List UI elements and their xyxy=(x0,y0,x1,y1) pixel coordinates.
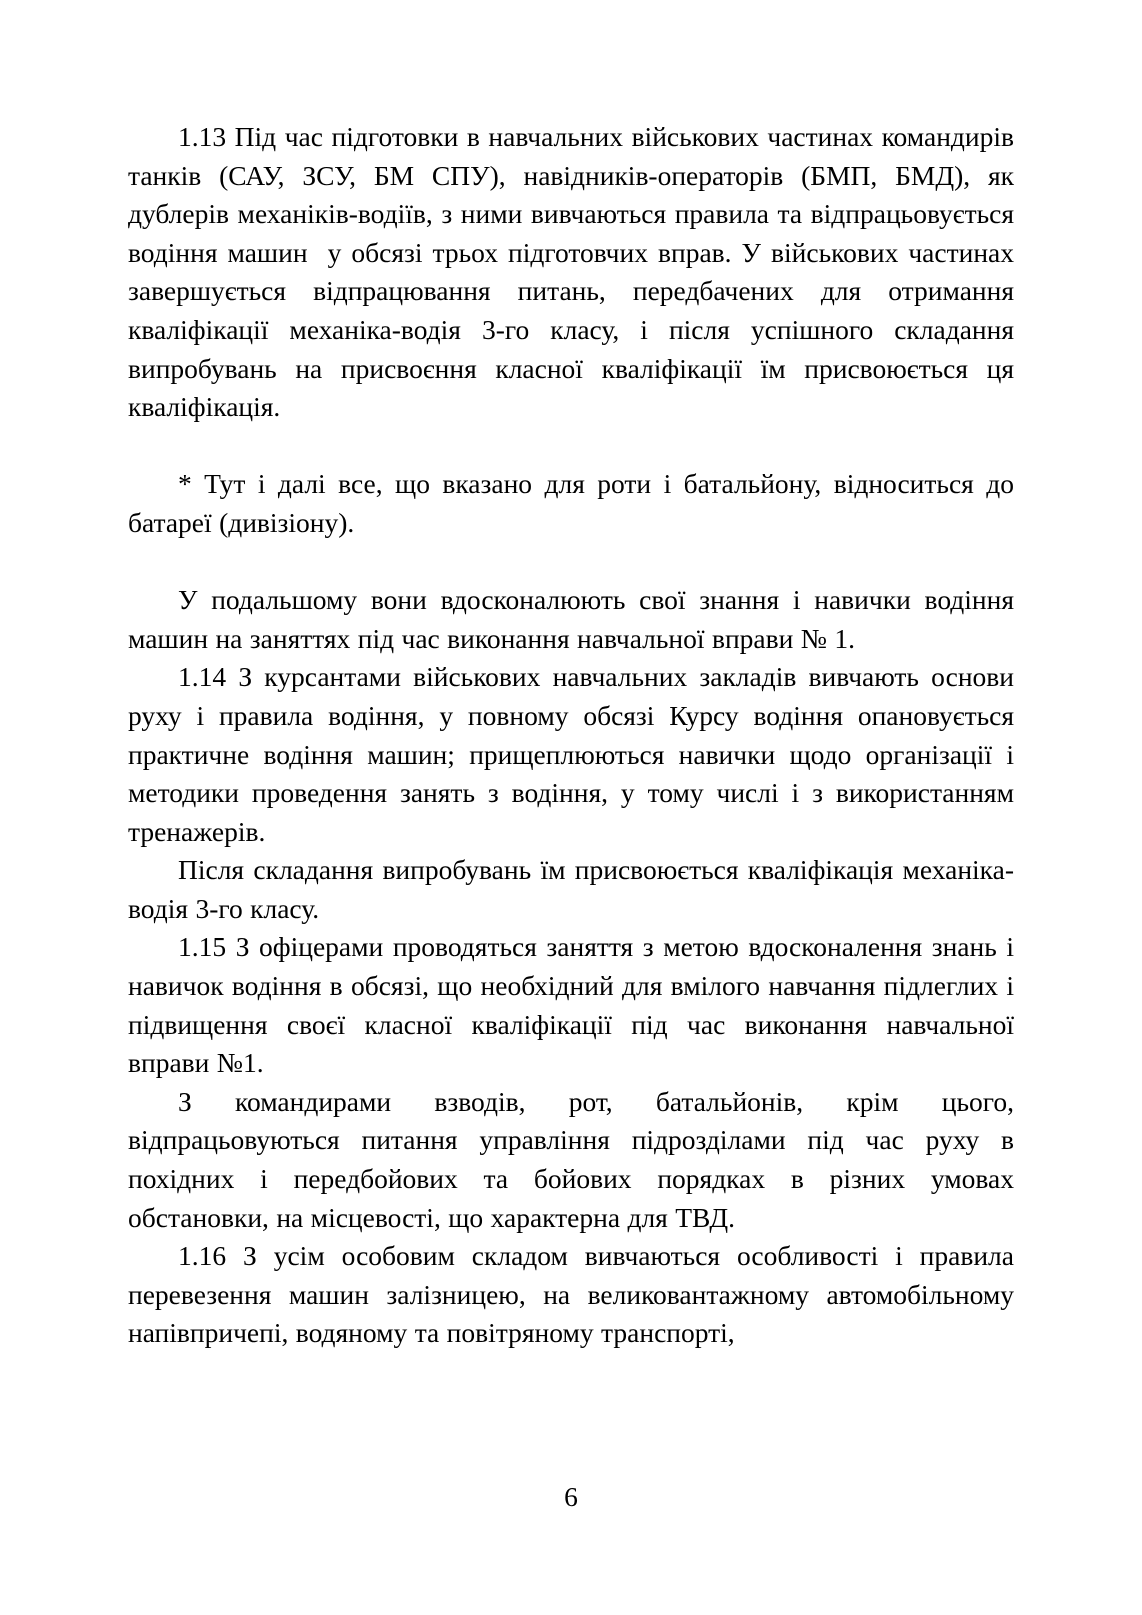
page-number: 6 xyxy=(564,1481,578,1512)
paragraph-1-16: 1.16 З усім особовим складом вивчаються особливості і правила перевезення машин залізницею, на великовантажному автомобільному напівпричепі, водяному та повітряному транспорті, xyxy=(128,1240,1022,1349)
paragraph-commanders: З командирами взводів, рот, батальйонів, крім цього, відпрацьовуються питання управління підрозділами під час руху в похідних і передбойових та бойових порядках в різних умовах обстановки, на місцевості, що характерна для ТВД. xyxy=(128,1085,1022,1233)
paragraph-1-15: 1.15 З офіцерами проводяться заняття з метою вдосконалення знань і навичок водіння в обсязі, що необхідний для вмілого навчання підлеглих і підвищення своєї класної кваліфікації під час виконання навчальної вправи №1. xyxy=(128,931,1022,1079)
paragraph-footnote: * Тут і далі все, що вказано для роти і батальйону, відноситься до батареї (дивізіону). xyxy=(128,468,1022,538)
document-text-body xyxy=(128,118,1022,1353)
paragraph-1-13: 1.13 Під час підготовки в навчальних військових частинах командирів танків (САУ, ЗСУ, БМ СПУ), навідників-операторів (БМП, БМД), як дублерів механіків-водіїв, з ними вивчаються правила та відпрацьовується водіння машин у обсязі трьох підготовчих вправ. У військових частинах завершується відпрацювання питань, передбачених для отримання кваліфікації механіка-водія 3-го класу, і після успішного складання випробувань на присвоєння класної кваліфікації їм присвоюється ця кваліфікація. xyxy=(128,121,1022,423)
paragraph-further-training: У подальшому вони вдосконалюють свої знання і навички водіння машин на заняттях під час виконання навчальної вправи № 1. xyxy=(128,584,1022,654)
paragraph-1-14: 1.14 З курсантами військових навчальних закладів вивчають основи руху і правила водіння, у повному обсязі Курсу водіння опановується практичне водіння машин; прищеплюються навички щодо організації і методики проведення занять з водіння, у тому числі і з використанням тренажерів. xyxy=(128,661,1022,847)
paragraph-after-tests: Після складання випробувань їм присвоюється кваліфікація механіка-водія 3-го класу. xyxy=(128,854,1014,924)
